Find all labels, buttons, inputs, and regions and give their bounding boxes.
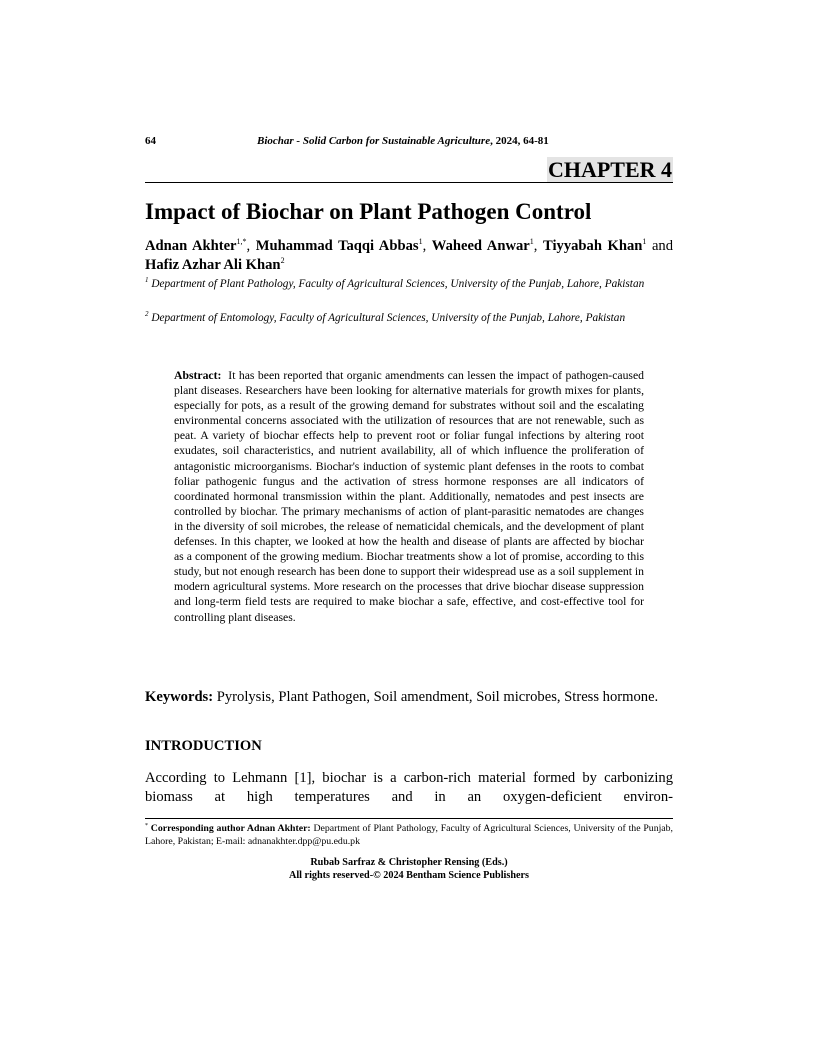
keywords <box>145 688 673 707</box>
affiliation-1 <box>145 277 673 292</box>
rights-line: All rights reserved-© 2024 Bentham Science Publishers <box>288 870 530 881</box>
author-separator: , <box>246 238 256 254</box>
author-affiliation-marker: 1 <box>642 237 647 246</box>
affiliation-marker: 1 <box>145 276 149 284</box>
author-affiliation-marker: 1,* <box>236 237 247 246</box>
abstract-label: Abstract: <box>174 369 222 382</box>
footnote-marker: * <box>145 823 148 829</box>
affiliation-marker: 2 <box>145 310 149 318</box>
abstract <box>174 368 644 625</box>
affiliation-text: Department of Entomology, Faculty of Agricultural Sciences, University of the Punjab, Lahore, Pakistan <box>151 312 626 324</box>
chapter-title: Impact of Biochar on Plant Pathogen Control <box>145 199 592 224</box>
corresponding-author-footnote <box>145 822 673 848</box>
document-page <box>145 0 673 1056</box>
author-name: Hafiz Azhar Ali Khan <box>145 257 281 273</box>
affiliation-text: Department of Plant Pathology, Faculty of Agricultural Sciences, University of the Punjab, Lahore, Pakistan <box>151 278 645 290</box>
author-separator: , <box>533 238 543 254</box>
author-name: Adnan Akhter <box>145 238 237 254</box>
footnote-rule <box>145 818 673 819</box>
keywords-label: Keywords: <box>145 689 214 705</box>
abstract-text: It has been reported that organic amendments can lessen the impact of pathogen-caused plant diseases. Researchers have been looking for alternative materials for growth mixes for plants, especially for pots, as a result of the growing demand for substrates without soil and the escalating environmental concerns associated with the utilization of resources that are not renewable, such as peat. A variety of biochar effects help to prevent root or foliar fungal infections by altering root exudates, soil characteristics, and nutrient availability, all of which influence the proliferation of antagonistic microorganisms. Biochar's induction of systemic plant defenses in the roots to combat foliar pathogenic fungus and the activation of stress hormone responses are all indicators of coordinated hormonal transmission within the plant. Additionally, nematodes and pest insects are controlled by biochar. The primary mechanisms of action of plant-parasitic nematodes are changes in the diversity of soil microbes, the release of nematicidal chemicals, and the development of plant defenses. In this chapter, we looked at how the health and disease of plants are affected by biochar as a component of the growing medium. Biochar treatments show a lot of promise, according to this study, but not enough research has been done to support their widespread use as a soil supplement in modern agricultural systems. More research on the processes that drive biochar disease suppression and long-term field tests are required to make biochar a safe, effective, and cost-effective tool for controlling plant diseases. <box>174 369 645 624</box>
author-affiliation-marker: 1 <box>418 237 423 246</box>
journal-citation <box>257 134 549 148</box>
chapter-label: CHAPTER 4 <box>547 157 672 182</box>
chapter-rule <box>145 182 673 183</box>
author-affiliation-marker: 1 <box>529 237 534 246</box>
section-heading-introduction: INTRODUCTION <box>145 738 262 754</box>
author-name: Tiyyabah Khan <box>543 238 643 254</box>
keywords-text: Pyrolysis, Plant Pathogen, Soil amendment, Soil microbes, Stress hormone. <box>216 689 659 705</box>
footnote-text: Department of Plant Pathology, Faculty of Agricultural Sciences, University of the Punjab, Lahore, Pakistan; E-mail: adnanakhter.dpp@pu.edu.pk <box>145 823 674 847</box>
introduction-paragraph: According to Lehmann [1], biochar is a carbon-rich material formed by carbonizing biomass at high temperatures and in an oxygen-deficient environ- <box>145 770 673 805</box>
affiliation-2 <box>145 311 673 326</box>
author-separator: , <box>422 238 432 254</box>
editors-line: Rubab Sarfraz & Christopher Rensing (Eds.) <box>310 857 508 868</box>
journal-details: , 2024, 64-81 <box>490 135 549 147</box>
journal-name: Biochar - Solid Carbon for Sustainable Agriculture <box>257 135 491 147</box>
author-name: Muhammad Taqqi Abbas <box>255 238 419 254</box>
page-number: 64 <box>145 135 156 147</box>
publisher-info <box>145 856 673 882</box>
footnote-label: Corresponding author Adnan Akhter: <box>150 823 311 834</box>
author-list <box>145 237 673 275</box>
author-separator: and <box>646 238 674 254</box>
author-affiliation-marker: 2 <box>280 256 285 265</box>
author-name: Waheed Anwar <box>431 238 530 254</box>
